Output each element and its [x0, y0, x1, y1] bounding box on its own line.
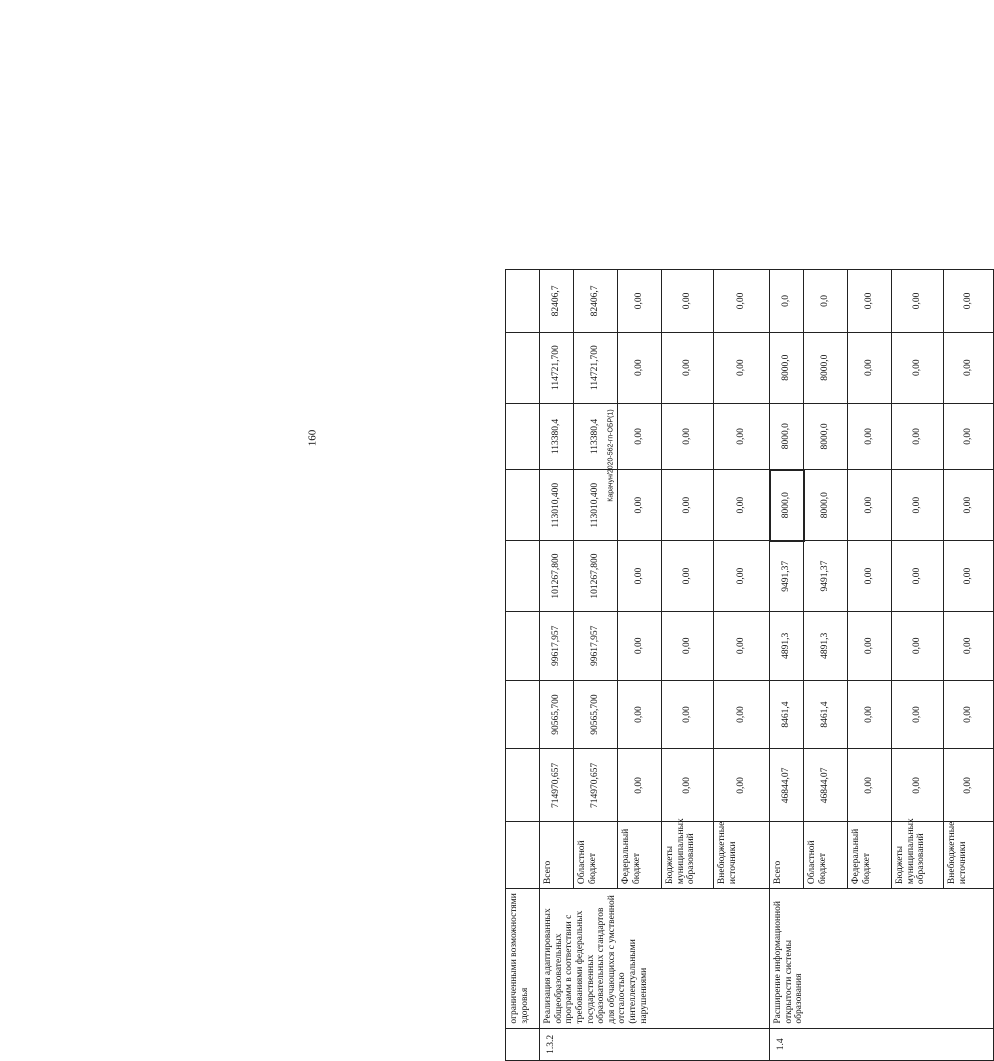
value-cell — [506, 403, 540, 470]
value-cell — [506, 680, 540, 749]
funding-source: Всего — [540, 822, 574, 889]
value-cell: 9491,37 — [770, 541, 804, 612]
table-row — [540, 270, 574, 1061]
funding-source: Бюджеты муниципальных образований — [662, 822, 714, 889]
value-cell: 0,0 — [804, 270, 848, 333]
funding-source: Федеральный бюджет — [848, 822, 892, 889]
value-cell: 0,00 — [618, 541, 662, 612]
value-cell: 0,00 — [662, 541, 714, 612]
funding-source: Областной бюджет — [804, 822, 848, 889]
value-cell: 8000,0 — [770, 332, 804, 403]
value-cell: 8461,4 — [804, 680, 848, 749]
value-cell: 0,00 — [662, 403, 714, 470]
value-cell: 0,00 — [848, 611, 892, 680]
funding-source: Федеральный бюджет — [618, 822, 662, 889]
value-cell — [506, 611, 540, 680]
value-cell: 113380,4 — [540, 403, 574, 470]
value-cell: 0,00 — [618, 680, 662, 749]
value-cell: 0,00 — [618, 332, 662, 403]
funding-source: Внебюджетные источники — [944, 822, 994, 889]
value-cell: 113010,400 — [540, 470, 574, 541]
value-cell: 4891,3 — [770, 611, 804, 680]
value-cell: 0,00 — [662, 270, 714, 333]
value-cell: 0,00 — [944, 403, 994, 470]
value-cell: 0,00 — [714, 270, 770, 333]
value-cell: 0,00 — [714, 470, 770, 541]
value-cell: 0,00 — [662, 749, 714, 822]
row-name: Реализация адаптированных общеобразовательных программ в соответствии с требованиями федеральных государственных образовательных стандартов для обучающихся с умственной отсталостью (интеллектуальными нарушениями — [540, 889, 770, 1029]
value-cell: 714970,657 — [574, 749, 618, 822]
value-cell: 0,00 — [848, 332, 892, 403]
value-cell: 0,00 — [714, 541, 770, 612]
rotated-table-wrapper — [505, 269, 974, 1061]
value-cell: 4891,3 — [804, 611, 848, 680]
value-cell: 0,00 — [892, 403, 944, 470]
funding-source: Внебюджетные источники — [714, 822, 770, 889]
row-code: 1.3.2 — [540, 1028, 770, 1060]
value-cell: 0,00 — [662, 332, 714, 403]
value-cell: 101267,800 — [540, 541, 574, 612]
value-cell — [506, 749, 540, 822]
row-name: Расширение информационной открытости системы образования — [770, 889, 994, 1029]
value-cell: 0,00 — [618, 270, 662, 333]
funding-source — [506, 822, 540, 889]
value-cell: 46844,07 — [770, 749, 804, 822]
value-cell: 0,00 — [662, 611, 714, 680]
value-cell: 99617,957 — [574, 611, 618, 680]
value-cell: 8000,0 — [804, 470, 848, 541]
value-cell — [506, 270, 540, 333]
value-cell: 0,00 — [944, 270, 994, 333]
funding-source: Всего — [770, 822, 804, 889]
value-cell: 0,00 — [892, 680, 944, 749]
value-cell: 0,00 — [892, 332, 944, 403]
value-cell — [506, 332, 540, 403]
value-cell: 0,00 — [848, 403, 892, 470]
value-cell: 8000,0 — [804, 403, 848, 470]
value-cell: 0,00 — [944, 680, 994, 749]
value-cell: 113010,400 — [574, 470, 618, 541]
value-cell: 0,00 — [944, 611, 994, 680]
value-cell: 0,00 — [892, 470, 944, 541]
value-cell: 0,00 — [618, 749, 662, 822]
funding-source: Областной бюджет — [574, 822, 618, 889]
value-cell: 0,00 — [944, 470, 994, 541]
value-cell: 46844,07 — [804, 749, 848, 822]
value-cell: 8000,0 — [770, 470, 804, 541]
value-cell: 0,00 — [892, 541, 944, 612]
value-cell: 0,00 — [848, 541, 892, 612]
value-cell: 114721,700 — [540, 332, 574, 403]
value-cell: 0,00 — [848, 270, 892, 333]
row-code: 1.4 — [770, 1028, 994, 1060]
value-cell: 82406,7 — [540, 270, 574, 333]
value-cell: 0,00 — [618, 403, 662, 470]
value-cell: 0,00 — [618, 611, 662, 680]
value-cell: 82406,7 — [574, 270, 618, 333]
budget-table — [505, 269, 994, 1061]
value-cell: 0,00 — [944, 541, 994, 612]
table-row — [506, 270, 540, 1061]
value-cell: 0,00 — [714, 749, 770, 822]
value-cell: 714970,657 — [540, 749, 574, 822]
value-cell: 0,00 — [892, 749, 944, 822]
value-cell: 0,00 — [848, 680, 892, 749]
value-cell: 8000,0 — [804, 332, 848, 403]
document-reference: Карачун/2020-562-гп-ОБР(1) — [607, 408, 615, 502]
value-cell: 0,00 — [892, 270, 944, 333]
value-cell: 0,00 — [848, 749, 892, 822]
value-cell: 99617,957 — [540, 611, 574, 680]
value-cell: 90565,700 — [540, 680, 574, 749]
value-cell: 0,00 — [848, 470, 892, 541]
row-code — [506, 1028, 540, 1060]
value-cell: 0,00 — [944, 749, 994, 822]
value-cell: 90565,700 — [574, 680, 618, 749]
value-cell: 113380,4 — [574, 403, 618, 470]
value-cell: 0,00 — [714, 611, 770, 680]
value-cell: 0,00 — [714, 403, 770, 470]
value-cell: 0,0 — [770, 270, 804, 333]
value-cell: 101267,800 — [574, 541, 618, 612]
row-name: ограниченными возможностями здоровья — [506, 889, 540, 1029]
value-cell — [506, 541, 540, 612]
value-cell: 0,00 — [944, 332, 994, 403]
value-cell: 0,00 — [714, 680, 770, 749]
value-cell: 0,00 — [618, 470, 662, 541]
value-cell: 114721,700 — [574, 332, 618, 403]
value-cell: 8000,0 — [770, 403, 804, 470]
page-number: 160 — [306, 429, 318, 447]
value-cell: 0,00 — [892, 611, 944, 680]
value-cell: 0,00 — [662, 470, 714, 541]
table-row — [770, 270, 804, 1061]
funding-source: Бюджеты муниципальных образований — [892, 822, 944, 889]
value-cell: 0,00 — [714, 332, 770, 403]
value-cell: 0,00 — [662, 680, 714, 749]
value-cell: 9491,37 — [804, 541, 848, 612]
value-cell: 8461,4 — [770, 680, 804, 749]
value-cell — [506, 470, 540, 541]
